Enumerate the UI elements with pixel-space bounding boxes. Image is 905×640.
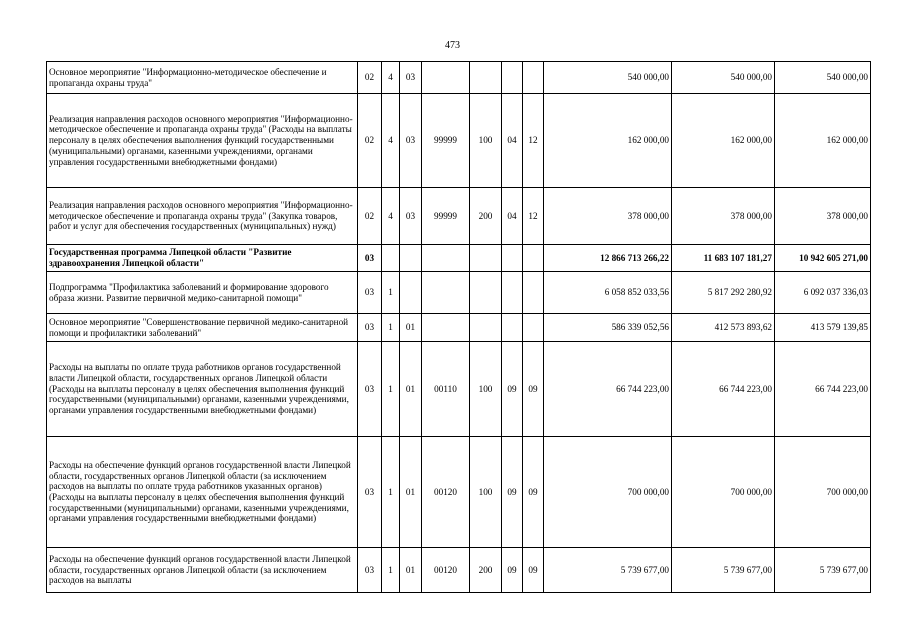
code-subprogram: 1: [382, 342, 400, 437]
code-program: 03: [358, 272, 382, 314]
amount-year-3: 162 000,00: [775, 94, 871, 188]
code-section: [502, 314, 523, 342]
code-expense-type: [470, 245, 502, 272]
code-section: 09: [502, 548, 523, 593]
code-expense-type: 200: [470, 188, 502, 245]
code-direction: 99999: [422, 94, 470, 188]
amount-year-3: 5 739 677,00: [775, 548, 871, 593]
code-subsection: 12: [523, 188, 544, 245]
table-row: [47, 548, 871, 593]
code-program: 02: [358, 188, 382, 245]
code-event: 01: [400, 548, 422, 593]
amount-year-2: 540 000,00: [672, 62, 775, 94]
code-subprogram: 4: [382, 188, 400, 245]
code-program: 03: [358, 437, 382, 548]
row-name: Основное мероприятие "Совершенствование первичной медико-санитарной помощи и профилактики заболеваний": [47, 314, 358, 342]
code-subprogram: 1: [382, 314, 400, 342]
code-expense-type: [470, 314, 502, 342]
code-subprogram: 4: [382, 94, 400, 188]
code-expense-type: 100: [470, 94, 502, 188]
code-subsection: [523, 314, 544, 342]
code-program: 03: [358, 245, 382, 272]
amount-year-2: 378 000,00: [672, 188, 775, 245]
amount-year-1: 586 339 052,56: [544, 314, 672, 342]
code-subsection: [523, 272, 544, 314]
row-name: Реализация направления расходов основного мероприятия "Информационно-методическое обеспечение и пропаганда охраны труда" (Закупка товаров, работ и услуг для обеспечения государственных (муниципальных) нужд): [47, 188, 358, 245]
code-expense-type: 200: [470, 548, 502, 593]
code-program: 02: [358, 94, 382, 188]
amount-year-1: 66 744 223,00: [544, 342, 672, 437]
code-subsection: 09: [523, 548, 544, 593]
amount-year-1: 162 000,00: [544, 94, 672, 188]
amount-year-3: 10 942 605 271,00: [775, 245, 871, 272]
amount-year-2: 66 744 223,00: [672, 342, 775, 437]
code-event: 01: [400, 437, 422, 548]
amount-year-3: 66 744 223,00: [775, 342, 871, 437]
code-event: 03: [400, 94, 422, 188]
row-name: Реализация направления расходов основного мероприятия "Информационно-методическое обеспечение и пропаганда охраны труда" (Расходы на выплаты персоналу в целях обеспечения выполнения функций государственными (муниципальными) органами, казенными учреждениями, органами управления государственными внебюджетными фондами): [47, 94, 358, 188]
table-row: [47, 437, 871, 548]
code-direction: 00110: [422, 342, 470, 437]
amount-year-2: 162 000,00: [672, 94, 775, 188]
amount-year-1: 5 739 677,00: [544, 548, 672, 593]
code-direction: [422, 62, 470, 94]
code-section: 04: [502, 94, 523, 188]
code-subprogram: 1: [382, 437, 400, 548]
code-event: [400, 272, 422, 314]
table-row: [47, 188, 871, 245]
code-expense-type: 100: [470, 437, 502, 548]
code-section: [502, 272, 523, 314]
code-expense-type: [470, 272, 502, 314]
code-subprogram: 4: [382, 62, 400, 94]
code-event: 01: [400, 342, 422, 437]
code-direction: 00120: [422, 437, 470, 548]
budget-table: [46, 61, 871, 593]
row-name: Расходы на обеспечение функций органов государственной власти Липецкой области, государственных органов Липецкой области (за исключением расходов на выплаты по оплате труда работников указанных органов) (Расходы на выплаты персоналу в целях обеспечения выполнения функций государственными (муниципальными) органами, казенными учреждениями, органами управления государственными внебюджетными фондами): [47, 437, 358, 548]
amount-year-1: 540 000,00: [544, 62, 672, 94]
amount-year-2: 700 000,00: [672, 437, 775, 548]
code-event: 03: [400, 62, 422, 94]
amount-year-3: 700 000,00: [775, 437, 871, 548]
code-program: 03: [358, 314, 382, 342]
code-event: [400, 245, 422, 272]
code-subsection: 09: [523, 437, 544, 548]
amount-year-3: 378 000,00: [775, 188, 871, 245]
table-row: [47, 94, 871, 188]
amount-year-2: 412 573 893,62: [672, 314, 775, 342]
table-row: [47, 314, 871, 342]
row-name: Расходы на выплаты по оплате труда работников органов государственной власти Липецкой области, государственных органов Липецкой области (Расходы на выплаты персоналу в целях обеспечения выполнения функций государственными (муниципальными) органами, казенными учреждениями, органами управления государственными внебюджетными фондами): [47, 342, 358, 437]
page-number: 473: [445, 40, 460, 51]
amount-year-1: 6 058 852 033,56: [544, 272, 672, 314]
code-direction: [422, 245, 470, 272]
code-program: 02: [358, 62, 382, 94]
row-name: Основное мероприятие "Информационно-методическое обеспечение и пропаганда охраны труда": [47, 62, 358, 94]
row-name: Расходы на обеспечение функций органов государственной власти Липецкой области, государственных органов Липецкой области (за исключением расходов на выплаты: [47, 548, 358, 593]
code-section: 09: [502, 342, 523, 437]
code-section: 09: [502, 437, 523, 548]
table-row: [47, 245, 871, 272]
code-program: 03: [358, 548, 382, 593]
code-section: [502, 62, 523, 94]
table-row: [47, 342, 871, 437]
row-name: Подпрограмма "Профилактика заболеваний и формирование здорового образа жизни. Развитие первичной медико-санитарной помощи": [47, 272, 358, 314]
code-subsection: 09: [523, 342, 544, 437]
amount-year-1: 12 866 713 266,22: [544, 245, 672, 272]
table-row: [47, 272, 871, 314]
code-section: 04: [502, 188, 523, 245]
code-direction: [422, 272, 470, 314]
code-subsection: 12: [523, 94, 544, 188]
table-row: [47, 62, 871, 94]
code-expense-type: [470, 62, 502, 94]
amount-year-3: 413 579 139,85: [775, 314, 871, 342]
code-direction: [422, 314, 470, 342]
code-event: 03: [400, 188, 422, 245]
code-subprogram: 1: [382, 272, 400, 314]
amount-year-1: 700 000,00: [544, 437, 672, 548]
code-section: [502, 245, 523, 272]
amount-year-1: 378 000,00: [544, 188, 672, 245]
amount-year-2: 5 739 677,00: [672, 548, 775, 593]
code-subprogram: 1: [382, 548, 400, 593]
code-direction: 00120: [422, 548, 470, 593]
code-event: 01: [400, 314, 422, 342]
code-expense-type: 100: [470, 342, 502, 437]
code-direction: 99999: [422, 188, 470, 245]
amount-year-3: 6 092 037 336,03: [775, 272, 871, 314]
code-subprogram: [382, 245, 400, 272]
amount-year-2: 11 683 107 181,27: [672, 245, 775, 272]
code-program: 03: [358, 342, 382, 437]
code-subsection: [523, 245, 544, 272]
row-name: Государственная программа Липецкой области "Развитие здравоохранения Липецкой области": [47, 245, 358, 272]
code-subsection: [523, 62, 544, 94]
amount-year-2: 5 817 292 280,92: [672, 272, 775, 314]
amount-year-3: 540 000,00: [775, 62, 871, 94]
